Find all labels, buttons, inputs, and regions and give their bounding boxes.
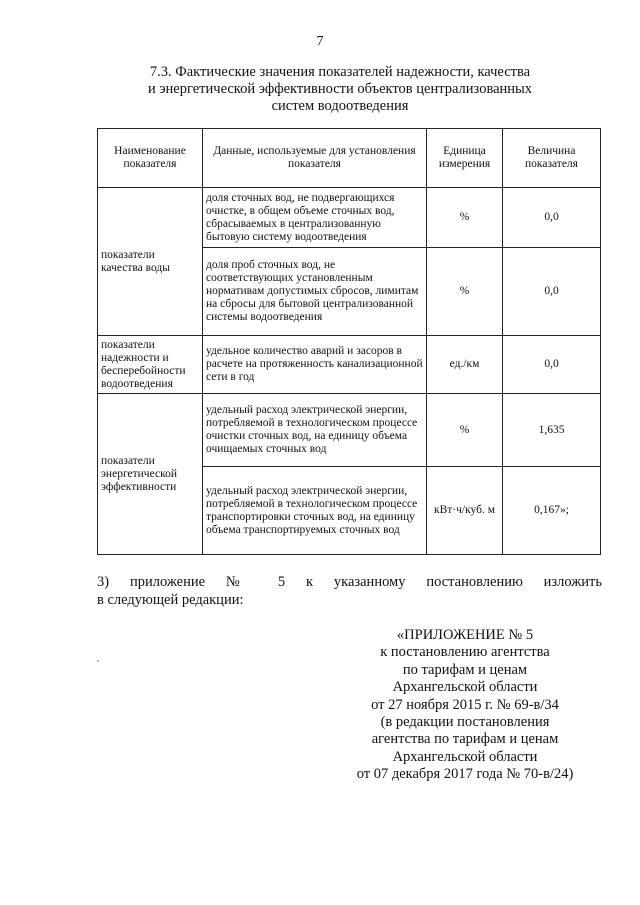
row-unit: кВт·ч/куб. м (427, 467, 503, 555)
row-value: 1,635 (503, 394, 601, 467)
group-reliability: показатели надежности и бесперебойности водоотведения (98, 336, 203, 394)
row-unit: % (427, 394, 503, 467)
row-value: 0,167»; (503, 467, 601, 555)
amendment-paragraph: 3) приложение № 5 к указанному постановлению изложить (97, 574, 602, 590)
table-row (98, 336, 601, 394)
section-title-line: систем водоотведения (271, 98, 409, 114)
section-title-line: 7.3. Фактические значения показателей надежности, качества (149, 64, 531, 80)
appendix-line: к постановлению агентства (380, 644, 550, 661)
header-unit: Единица измерения (427, 129, 503, 188)
section-title (110, 64, 570, 115)
appendix-header (330, 627, 600, 784)
row-unit: % (427, 248, 503, 336)
row-description: доля проб сточных вод, не соответствующих установленным нормативам допустимых сбросов, лимитам на сбросы для бытовой централизованной системы водоотведения (203, 248, 427, 336)
scan-speck (97, 660, 99, 662)
row-description: удельное количество аварий и засоров в расчете на протяженность канализационной сети в год (203, 336, 427, 394)
row-value: 0,0 (503, 336, 601, 394)
header-value: Величина показателя (503, 129, 601, 188)
row-unit: ед./км (427, 336, 503, 394)
appendix-line: по тарифам и ценам (402, 661, 528, 678)
appendix-line: агентства по тарифам и ценам (371, 731, 559, 748)
table-row (98, 394, 601, 467)
row-description: доля сточных вод, не подвергающихся очистке, в общем объеме сточных вод, сбрасываемых в централизованную бытовую систему водоотведения (203, 188, 427, 248)
table-header-row (98, 129, 601, 188)
row-value: 0,0 (503, 248, 601, 336)
page-number: 7 (316, 34, 324, 49)
header-indicator-name: Наименование показателя (98, 129, 203, 188)
group-water-quality: показатели качества воды (98, 188, 203, 336)
section-title-line: и энергетической эффективности объектов централизованных (147, 81, 533, 97)
amendment-paragraph-continuation: в следующей редакции: (97, 592, 244, 608)
row-description: удельный расход электрической энергии, потребляемой в технологическом процессе очистки сточных вод, на единицу объема очищаемых сточных вод (203, 394, 427, 467)
indicators-table (97, 128, 601, 555)
appendix-line: Архангельской области (392, 748, 538, 765)
appendix-line: (в редакции постановления (380, 714, 550, 731)
header-data-used: Данные, используемые для установления показателя (203, 129, 427, 188)
row-unit: % (427, 188, 503, 248)
appendix-line: «ПРИЛОЖЕНИЕ № 5 (396, 627, 534, 643)
appendix-line: от 27 ноября 2015 г. № 69-в/34 (371, 696, 559, 713)
appendix-line: от 07 декабря 2017 года № 70-в/24) (356, 766, 574, 783)
row-value: 0,0 (503, 188, 601, 248)
group-energy-efficiency: показатели энергетической эффективности (98, 394, 203, 555)
appendix-line: Архангельской области (392, 679, 538, 696)
table-row (98, 188, 601, 248)
row-description: удельный расход электрической энергии, потребляемой в технологическом процессе транспортировки сточных вод, на единицу объема транспортируемых сточных вод (203, 467, 427, 555)
